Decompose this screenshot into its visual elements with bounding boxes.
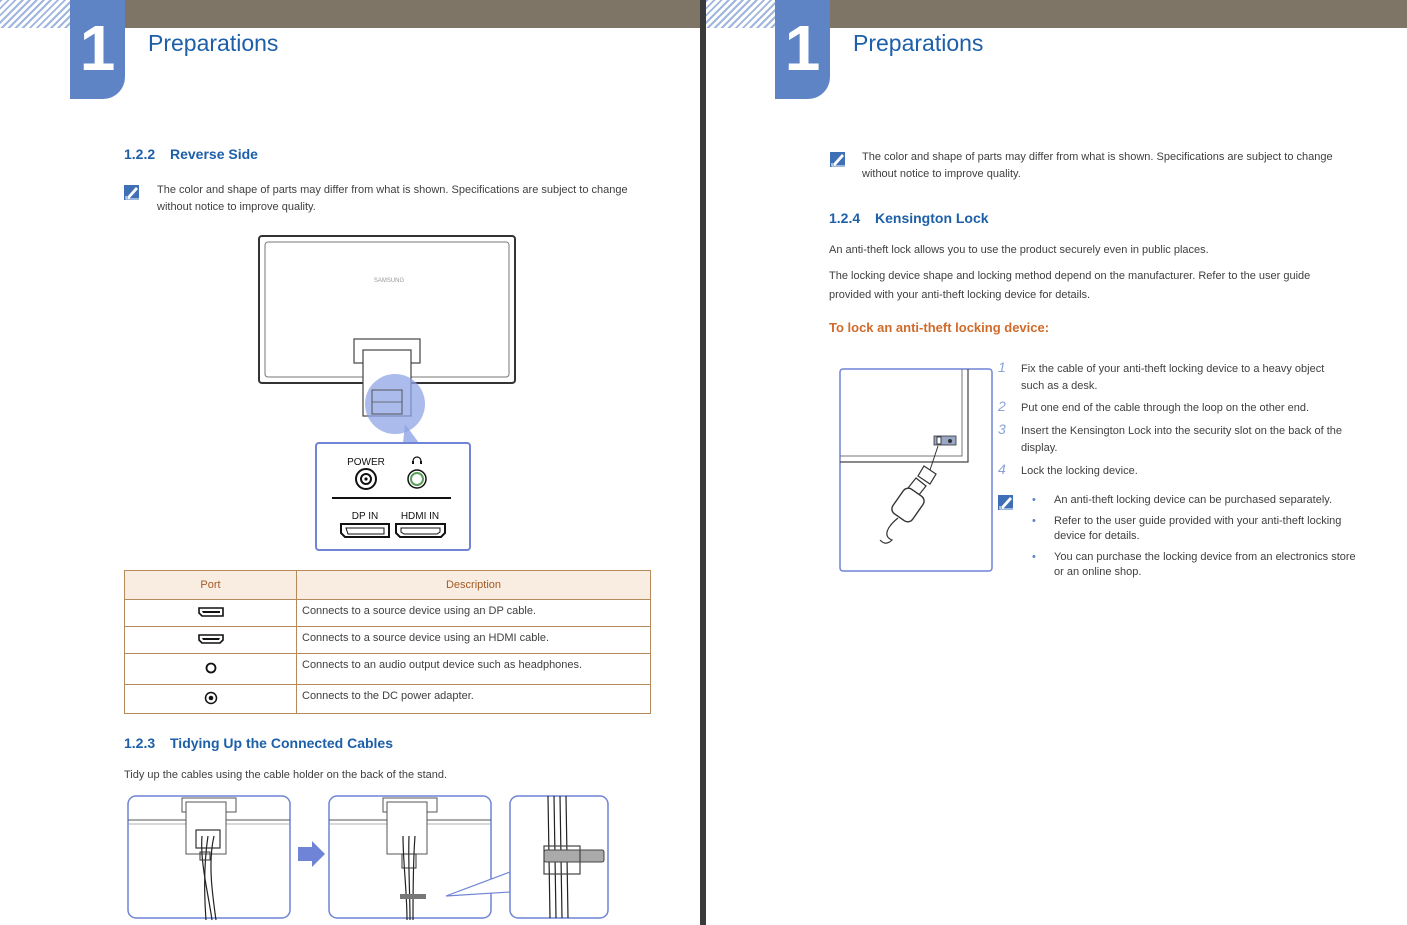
- hdmi-port-icon: [197, 633, 225, 645]
- hatch-decoration: [706, 0, 776, 28]
- chapter-number-badge: 1: [70, 0, 125, 99]
- note-icon: [998, 494, 1015, 511]
- description-cell: Connects to an audio output device such as headphones.: [297, 654, 651, 685]
- section-title: Reverse Side: [170, 146, 258, 162]
- description-cell: Connects to a source device using an HDMI cable.: [297, 627, 651, 654]
- bullet-item: [1032, 493, 1333, 508]
- hdmi-in-label: HDMI IN: [400, 511, 440, 522]
- procedure-heading: To lock an anti-theft locking device:: [829, 320, 1050, 335]
- section-number: 1.2.3: [124, 735, 156, 751]
- brand-label: SAMSUNG: [373, 278, 405, 284]
- note-line: The color and shape of parts may differ from what is shown. Specifications are subject to change: [862, 151, 1333, 163]
- port-cell: [125, 600, 297, 627]
- cable-tidy-figure: [124, 792, 614, 925]
- bullet-item: [1032, 514, 1342, 544]
- step-text: Put one end of the cable through the loop on the other end.: [1021, 402, 1310, 414]
- bullet-dot: •: [1032, 494, 1036, 506]
- section-title: Kensington Lock: [875, 210, 989, 226]
- note-text: [157, 182, 628, 216]
- bullet-text: You can purchase the locking device from an electronics store: [1054, 551, 1356, 563]
- step-item: [998, 423, 1342, 457]
- description-cell: Connects to the DC power adapter.: [297, 685, 651, 714]
- dp-in-label: DP IN: [351, 511, 379, 522]
- table-row: [125, 685, 651, 714]
- power-port-icon: [204, 691, 218, 705]
- bullet-dot: •: [1032, 551, 1036, 563]
- port-cell: [125, 654, 297, 685]
- bullet-text: Refer to the user guide provided with your anti-theft locking: [1054, 515, 1342, 527]
- dp-port-icon: [197, 606, 225, 618]
- section-number: 1.2.2: [124, 146, 156, 162]
- section-heading-kensington-lock: [829, 210, 989, 226]
- port-cell: [125, 685, 297, 714]
- section-heading-reverse-side: [124, 146, 258, 162]
- step-item: [998, 400, 1309, 417]
- note-line: The color and shape of parts may differ from what is shown. Specifications are subject to change: [157, 184, 628, 196]
- bullet-item: [1032, 550, 1356, 580]
- step-item: [998, 463, 1138, 480]
- port-table: [124, 570, 651, 714]
- step-number: 4: [998, 461, 1006, 477]
- table-header-description: Description: [297, 571, 651, 600]
- step-text: Lock the locking device.: [1021, 465, 1138, 477]
- section-heading-tidying-cables: [124, 735, 393, 751]
- bullet-dot: •: [1032, 515, 1036, 527]
- paragraph-line: The locking device shape and locking method depend on the manufacturer. Refer to the user guide: [829, 270, 1311, 282]
- paragraph: An anti-theft lock allows you to use the product securely even in public places.: [829, 244, 1209, 256]
- note-line: without notice to improve quality.: [157, 201, 316, 213]
- step-number: 1: [998, 359, 1006, 375]
- step-text: display.: [1021, 442, 1058, 454]
- chapter-title: Preparations: [148, 30, 279, 56]
- kensington-lock-figure: [838, 366, 998, 576]
- description-cell: Connects to a source device using an DP cable.: [297, 600, 651, 627]
- table-header-row: [125, 571, 651, 600]
- paragraph-line: provided with your anti-theft locking device for details.: [829, 289, 1091, 301]
- bullet-text: An anti-theft locking device can be purchased separately.: [1054, 494, 1333, 506]
- table-row: [125, 627, 651, 654]
- step-text: Insert the Kensington Lock into the security slot on the back of the: [1021, 425, 1343, 437]
- table-row: [125, 600, 651, 627]
- power-label: POWER: [347, 457, 385, 468]
- section-title: Tidying Up the Connected Cables: [170, 735, 393, 751]
- note-icon: [830, 151, 847, 168]
- step-number: 2: [998, 398, 1006, 414]
- tidy-instructions: Tidy up the cables using the cable holder on the back of the stand.: [124, 769, 448, 781]
- bullet-text: device for details.: [1054, 530, 1140, 542]
- note-icon: [124, 184, 141, 201]
- headphone-port-icon: [204, 661, 218, 675]
- monitor-rear-figure: [255, 232, 525, 557]
- paragraph: [829, 267, 1310, 305]
- step-text: such as a desk.: [1021, 380, 1098, 392]
- chapter-number-badge: 1: [775, 0, 830, 99]
- note-line: without notice to improve quality.: [862, 168, 1021, 180]
- section-number: 1.2.4: [829, 210, 861, 226]
- bullet-text: or an online shop.: [1054, 566, 1142, 578]
- note-text: [862, 149, 1333, 183]
- right-page: [706, 0, 1407, 925]
- port-cell: [125, 627, 297, 654]
- step-text: Fix the cable of your anti-theft locking device to a heavy object: [1021, 363, 1325, 375]
- step-item: [998, 361, 1324, 395]
- hatch-decoration: [0, 0, 70, 28]
- table-header-port: Port: [125, 571, 297, 600]
- chapter-title: Preparations: [853, 30, 984, 56]
- step-number: 3: [998, 421, 1006, 437]
- left-page: [0, 0, 700, 925]
- table-row: [125, 654, 651, 685]
